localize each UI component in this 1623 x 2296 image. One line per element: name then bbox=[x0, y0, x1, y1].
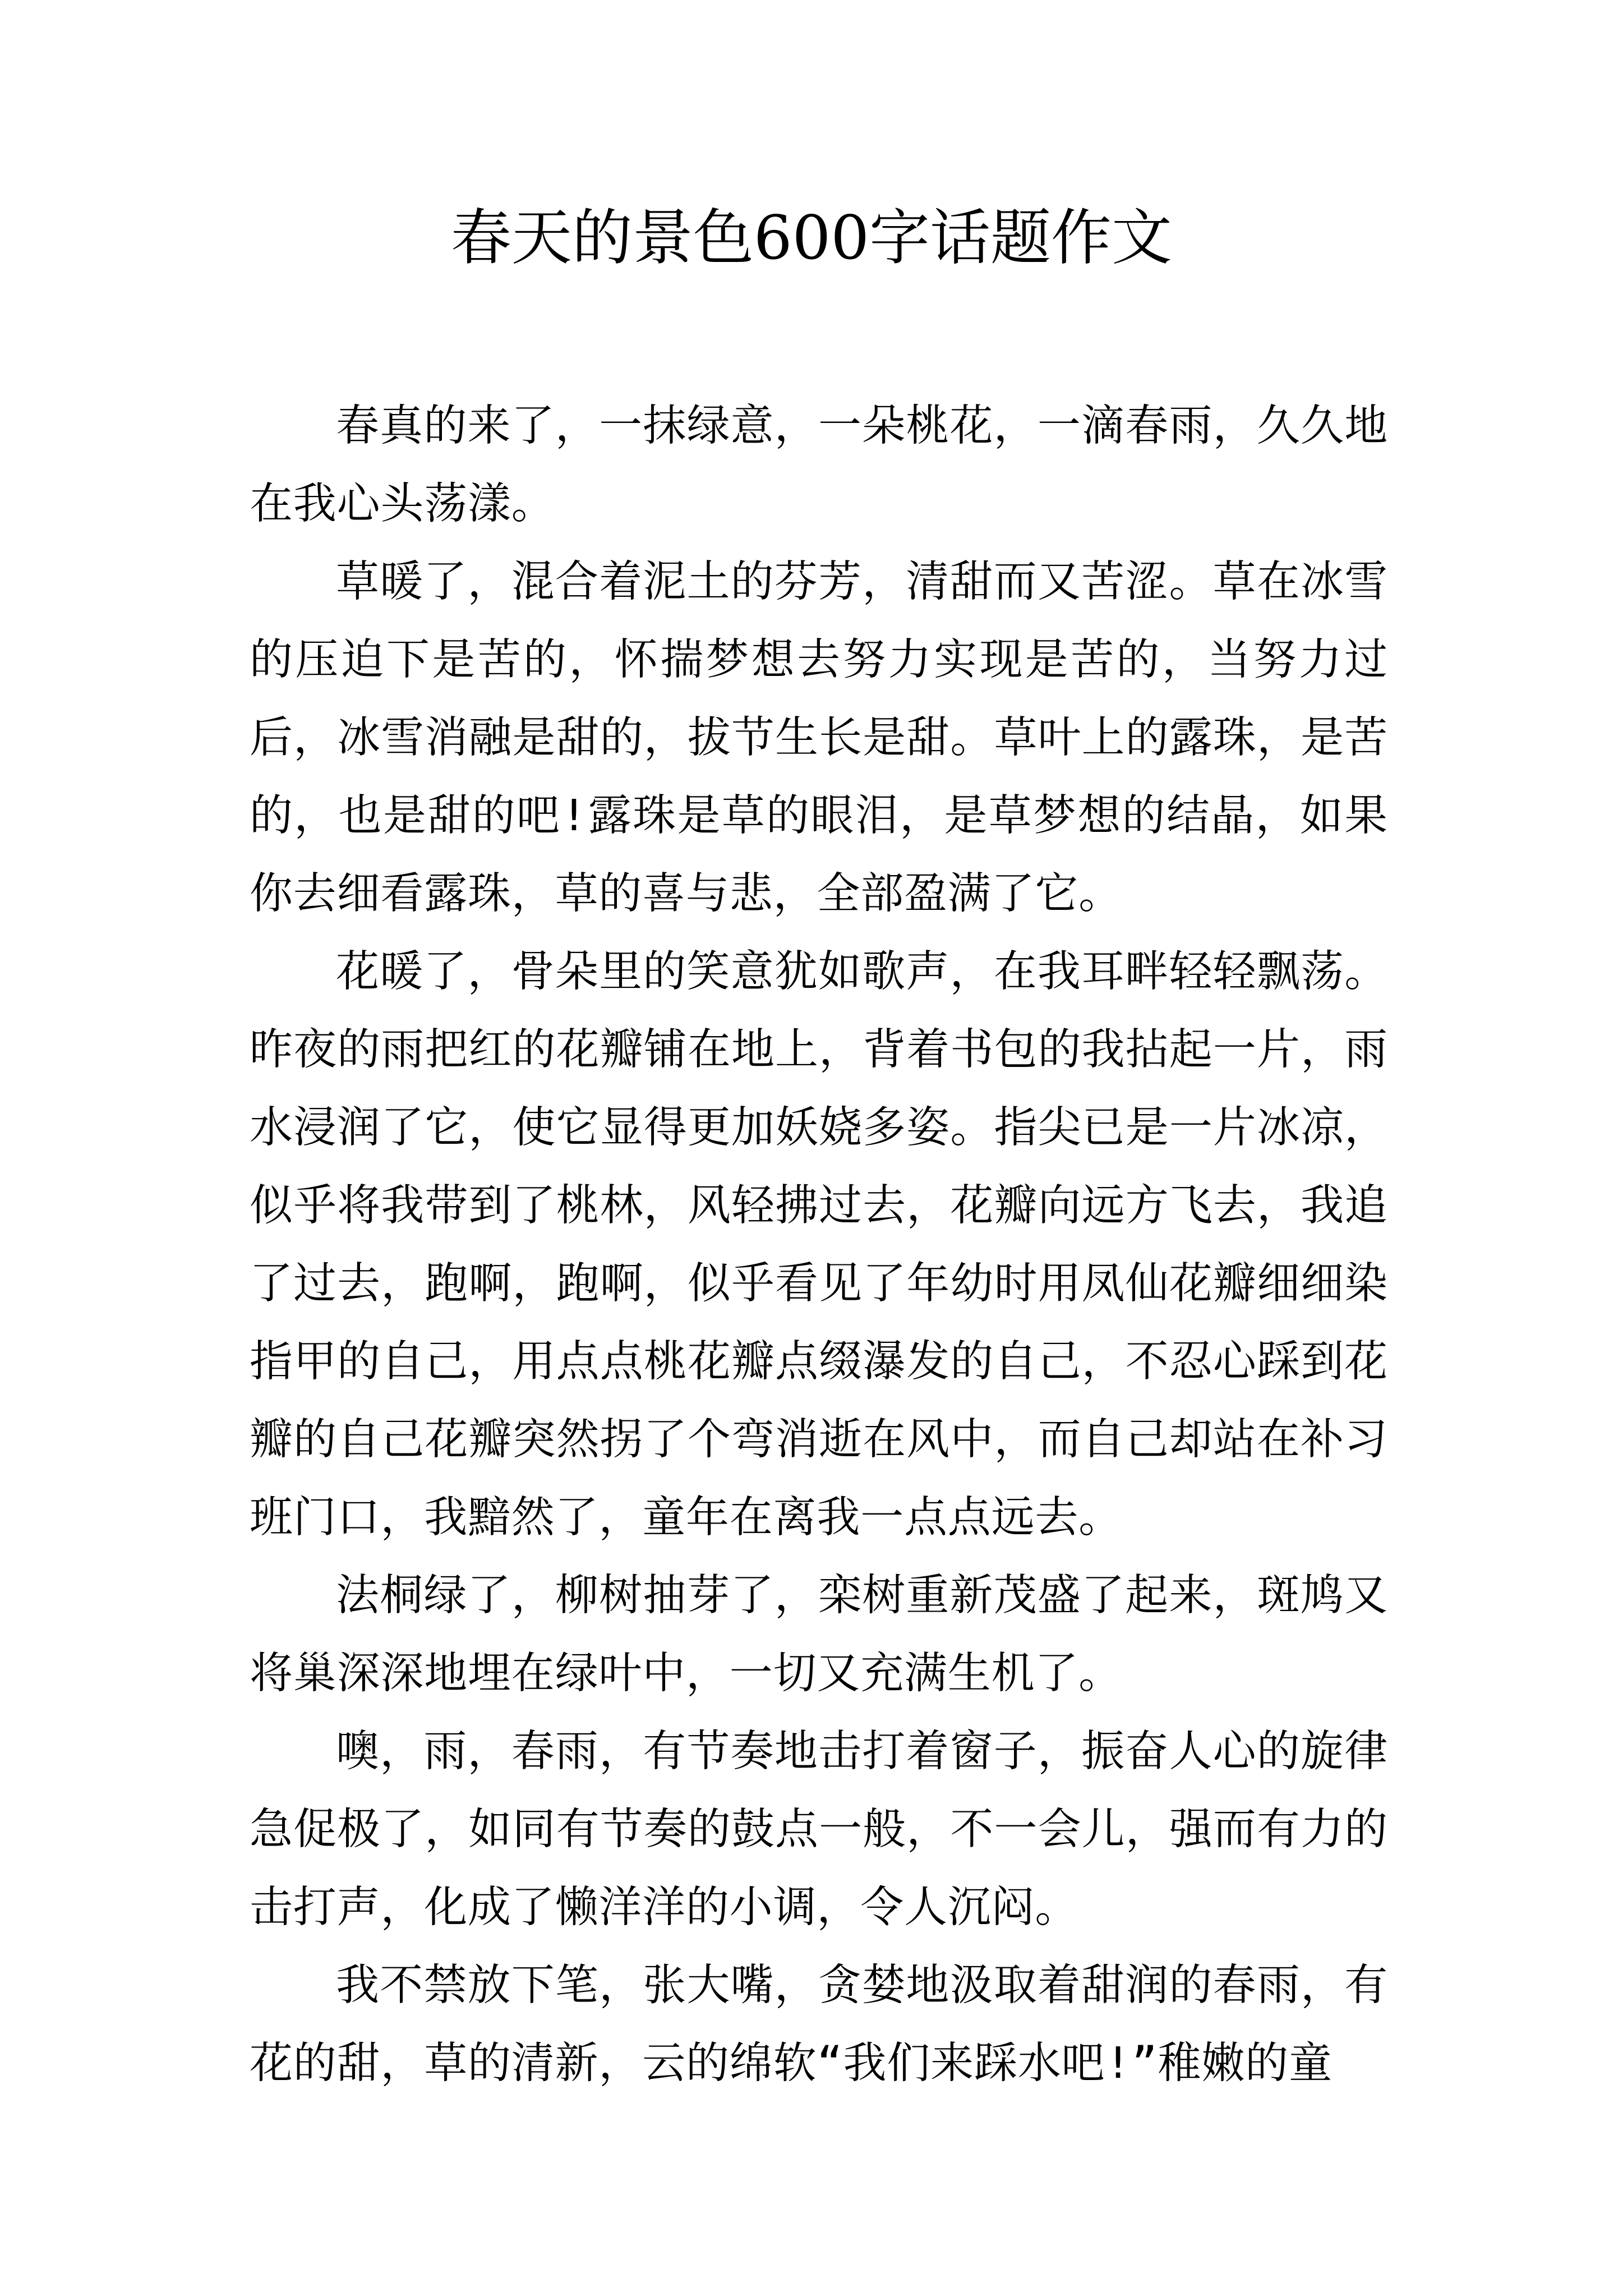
document-body bbox=[250, 387, 1388, 2102]
paragraph: 花暖了，骨朵里的笑意犹如歌声，在我耳畔轻轻飘荡。昨夜的雨把红的花瓣铺在地上，背着书包的我拈起一片，雨水浸润了它，使它显得更加妖娆多姿。指尖已是一片冰凉，似乎将我带到了桃林，风轻拂过去，花瓣向远方飞去，我追了过去，跑啊，跑啊，似乎看见了年幼时用凤仙花瓣细细染指甲的自己，用点点桃花瓣点缀瀑发的自己，不忍心踩到花瓣的自己花瓣突然拐了个弯消逝在风中，而自己却站在补习班门口，我黯然了，童年在离我一点点远去。 bbox=[250, 947, 1388, 1543]
paragraph: 春真的来了，一抹绿意，一朵桃花，一滴春雨，久久地在我心头荡漾。 bbox=[250, 401, 1388, 529]
document-title: 春天的景色600字话题作文 bbox=[450, 203, 1173, 273]
paragraph: 草暖了，混合着泥土的芬芳，清甜而又苦涩。草在冰雪的压迫下是苦的，怀揣梦想去努力实现是苦的，当努力过后，冰雪消融是甜的，拔节生长是甜。草叶上的露珠，是苦的，也是甜的吧!露珠是草的眼泪，是草梦想的结晶，如果你去细看露珠，草的喜与悲，全部盈满了它。 bbox=[250, 557, 1388, 919]
paragraph: 法桐绿了，柳树抽芽了，栾树重新茂盛了起来，斑鸠又将巢深深地埋在绿叶中，一切又充满生机了。 bbox=[250, 1571, 1388, 1699]
paragraph: 噢，雨，春雨，有节奏地击打着窗子，振奋人心的旋律急促极了，如同有节奏的鼓点一般，不一会儿，强而有力的击打声，化成了懒洋洋的小调，令人沉闷。 bbox=[250, 1727, 1388, 1932]
paragraph: 我不禁放下笔，张大嘴，贪婪地汲取着甜润的春雨，有花的甜，草的清新，云的绵软“我们来踩水吧!”稚嫩的童 bbox=[250, 1961, 1388, 2088]
